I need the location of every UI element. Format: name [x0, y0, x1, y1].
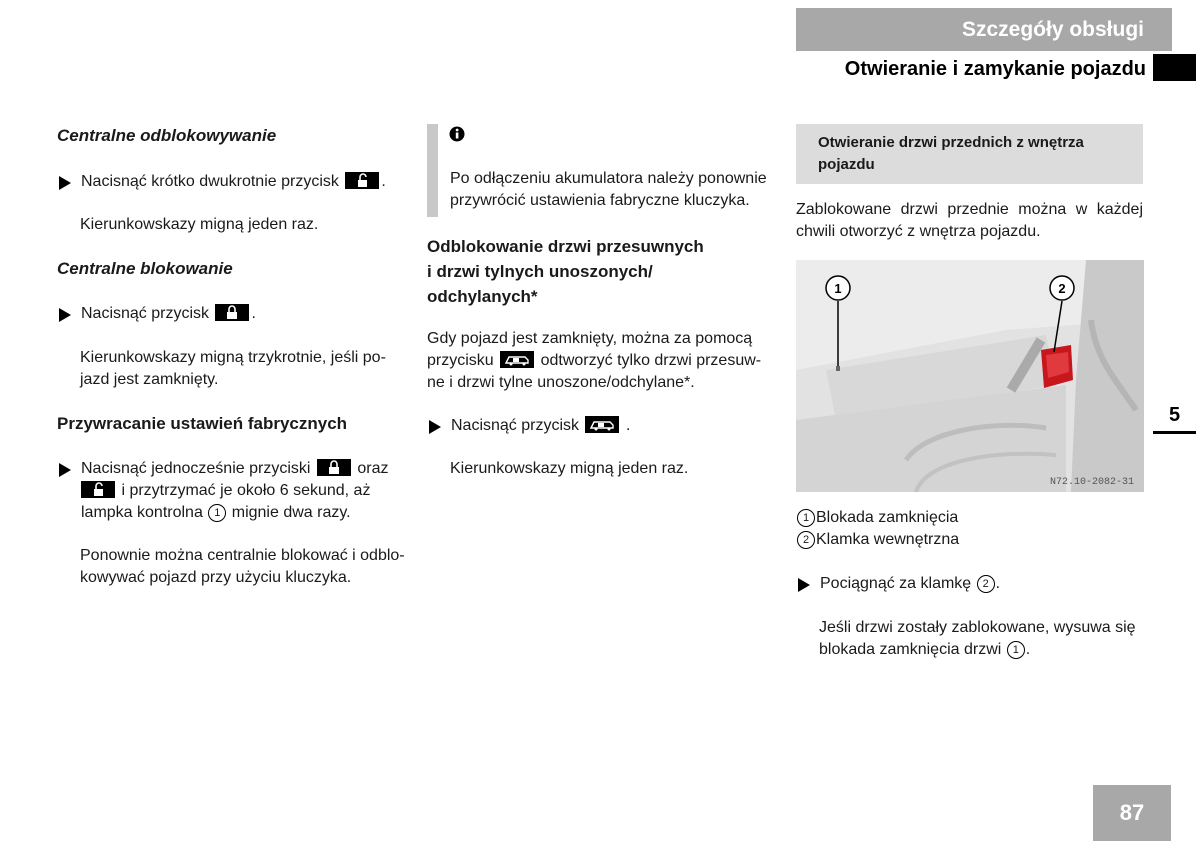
paragraph: Gdy pojazd jest zamknięty, można za pomocą przycisku odtworzyć tylko drzwi przesuw- ne i drzwi tylne unoszone/odchylane*. [427, 330, 762, 391]
unlock-key-icon [81, 481, 115, 498]
heading-central-locking: Centralne blokowanie [57, 259, 233, 278]
door-interior-photo [796, 260, 1144, 492]
step-text: Nacisnąć krótko dwukrotnie przycisk [81, 173, 339, 190]
step-lock: Nacisnąć przycisk . [57, 303, 441, 325]
legend-item: 1 Blokada zamknięcia [796, 507, 959, 529]
section-banner [796, 8, 1172, 51]
step-arrow-icon [59, 176, 71, 190]
subsection-title: Otwieranie drzwi przednich z wnętrza [818, 134, 1084, 151]
step-unlock: Nacisnąć krótko dwukrotnie przycisk . [57, 171, 441, 193]
step-text: Nacisnąć przycisk [451, 417, 580, 434]
reference-number: 1 [1007, 641, 1025, 659]
heading-central-unlocking: Centralne odblokowywanie [57, 126, 277, 145]
lock-key-icon [215, 304, 249, 321]
step-arrow-icon [59, 463, 71, 477]
chapter-title: Otwieranie i zamykanie pojazdu [844, 58, 1146, 80]
paragraph: Kierunkowskazy migną jeden raz. [450, 460, 689, 477]
reference-number: 1 [208, 504, 226, 522]
step-text: Nacisnąć przycisk [81, 305, 210, 322]
image-code: N72.10-2082-31 [1049, 477, 1134, 488]
step-arrow-icon [59, 308, 71, 322]
note-text: Po odłączeniu akumulatora należy ponownie przywrócić ustawienia fabryczne kluczyka. [450, 170, 767, 209]
paragraph: Jeśli drzwi zostały zablokowane, wysuwa się blokada zamknięcia drzwi 1 . [819, 619, 1136, 658]
step-arrow-icon [429, 420, 441, 434]
step-factory-reset: Nacisnąć jednocześnie przyciski oraz i przytrzymać je około 6 sekund, aż lampka kontrolna 1 mignie dwa razy. [57, 458, 441, 524]
legend-item: 2 Klamka wewnętrzna [796, 529, 959, 551]
step-arrow-icon [798, 578, 810, 592]
paragraph: Kierunkowskazy migną trzykrotnie, jeśli po- jazd jest zamknięty. [80, 349, 386, 388]
rear-door-key-icon [585, 416, 619, 433]
paragraph: Kierunkowskazy migną jeden raz. [80, 216, 319, 233]
section-title: Szczegóły obsługi [961, 17, 1144, 41]
info-icon [449, 125, 465, 148]
callout-1: 1 [834, 281, 842, 296]
lock-key-icon [317, 459, 351, 476]
reference-number: 2 [977, 575, 995, 593]
step-pull-handle: Pociągnąć za klamkę 2 . [796, 573, 1160, 595]
note-bar [427, 124, 438, 217]
subsection-box: Otwieranie drzwi przednich z wnętrza pojazdu [796, 124, 1143, 184]
chapter-marker [1153, 54, 1196, 81]
paragraph: Ponownie można centralnie blokować i odblo- kowywać pojazd przy użyciu kluczyka. [80, 547, 405, 586]
rear-door-key-icon [500, 351, 534, 368]
unlock-key-icon [345, 172, 379, 189]
step-text: Pociągnąć za klamkę [820, 575, 972, 592]
legend [796, 507, 959, 551]
heading-factory-reset: Przywracanie ustawień fabrycznych [57, 414, 348, 433]
paragraph: Zablokowane drzwi przednie można w każdej chwili otworzyć z wnętrza pojazdu. [796, 201, 1143, 240]
callout-2: 2 [1058, 281, 1066, 296]
step-sliding-doors: Nacisnąć przycisk . [427, 415, 791, 437]
chapter-tab[interactable]: 5 [1153, 400, 1196, 434]
page-number: 87 [1093, 785, 1171, 841]
heading-sliding-doors: Odblokowanie drzwi przesuwnych i drzwi tylnych unoszonych/ odchylanych* [427, 237, 704, 306]
